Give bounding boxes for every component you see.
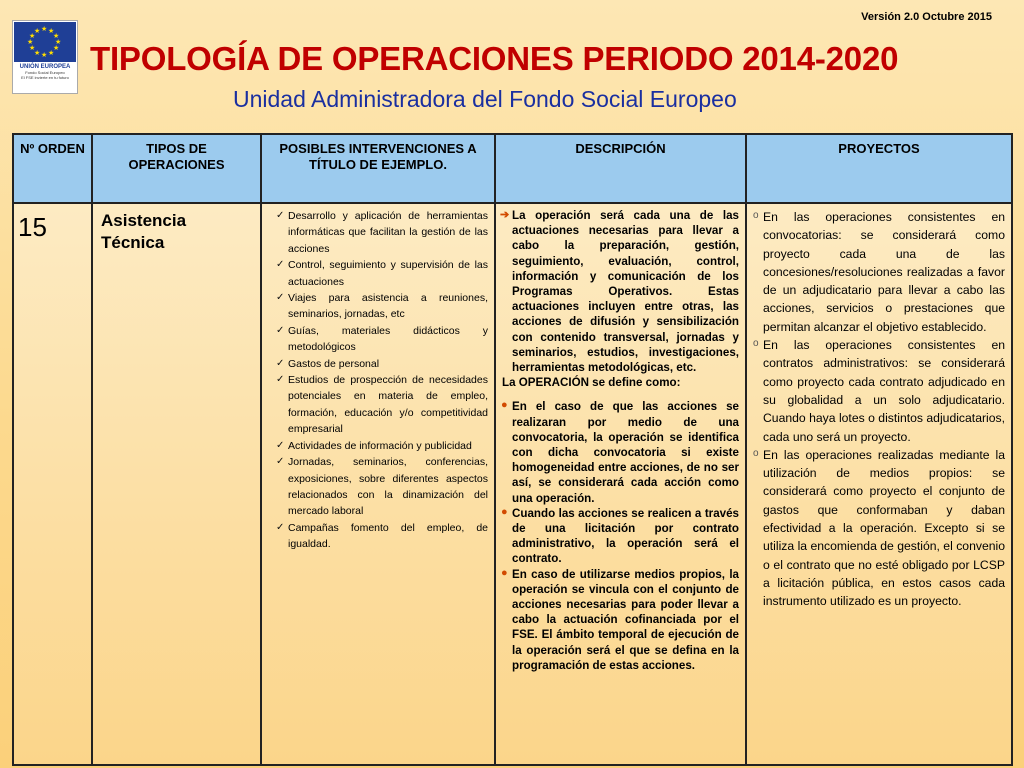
operations-table bbox=[12, 133, 1013, 766]
list-item: ✓ Jornadas, seminarios, conferencias, exposiciones, sobre diferentes aspectos relacionados con la dinamización del mercado laboral bbox=[276, 456, 488, 518]
logo-line1: Fondo Social Europeo bbox=[25, 70, 65, 75]
col-header-tipos: TIPOS DE OPERACIONES bbox=[92, 134, 261, 203]
col-header-descripcion: DESCRIPCIÓN bbox=[495, 134, 746, 203]
checkmark-icon: ✓ bbox=[276, 259, 285, 271]
list-item: o En las operaciones realizadas mediante la utilización de medios propios: se considerará como proyecto el conjunto de gastos que conformaban y daban efectividad a la operación. Excepto si se utiliza la encomienda de gestión, el convenio o el contrato que no esté obligado por LCSP a licitación pública, en estos casos cada instrumento utilizado es un proyecto. bbox=[753, 446, 1005, 611]
cell-intervenciones bbox=[261, 203, 495, 765]
col-header-orden: Nº ORDEN bbox=[13, 134, 92, 203]
col-header-proyectos: PROYECTOS bbox=[746, 134, 1012, 203]
descripcion-bullets bbox=[502, 399, 739, 673]
descripcion-define: La OPERACIÓN se define como: bbox=[502, 376, 681, 390]
checkmark-icon: ✓ bbox=[276, 292, 285, 304]
checkmark-icon: ✓ bbox=[276, 374, 285, 386]
list-item: ✓ Gastos de personal bbox=[278, 356, 488, 372]
checkmark-icon: ✓ bbox=[276, 439, 285, 451]
list-item: ✓ Campañas fomento del empleo, de igualdad. bbox=[276, 521, 488, 551]
list-item: ● Cuando las acciones se realicen a través de una licitación por contrato administrativo, la operación será el contrato. bbox=[501, 505, 739, 566]
list-item: ✓ Guías, materiales didácticos y metodológicos bbox=[276, 324, 488, 354]
list-item: ✓ Desarrollo y aplicación de herramientas informáticas que facilitan la gestión de las acciones bbox=[276, 210, 488, 255]
list-item: ✓ Actividades de información y publicidad bbox=[278, 438, 488, 454]
list-item: ● En el caso de que las acciones se realizaran por medio de una convocatoria, la operación se identifica con dicha convocatoria si existe homogeneidad entre acciones, de no ser así, se considerará cada acción como una operación. bbox=[501, 399, 739, 505]
bullet-icon: ● bbox=[501, 505, 508, 518]
cell-descripcion bbox=[495, 203, 746, 765]
list-item: ✓ Estudios de prospección de necesidades potenciales en materia de empleo, formación, educación y/o competitividad empresarial bbox=[276, 374, 488, 436]
col-header-intervenciones: POSIBLES INTERVENCIONES A TÍTULO DE EJEMPLO. bbox=[261, 134, 495, 203]
page-subtitle: Unidad Administradora del Fondo Social Europeo bbox=[233, 86, 737, 112]
page-title: TIPOLOGÍA DE OPERACIONES PERIODO 2014-2020 bbox=[90, 40, 899, 77]
checkmark-icon: ✓ bbox=[276, 521, 285, 533]
bullet-icon: ● bbox=[501, 399, 508, 412]
version-label: Versión 2.0 Octubre 2015 bbox=[861, 11, 992, 23]
circle-bullet-icon: o bbox=[753, 210, 759, 221]
checkmark-icon: ✓ bbox=[276, 210, 285, 221]
checkmark-icon: ✓ bbox=[276, 324, 285, 336]
list-item: ✓ Control, seguimiento y supervisión de las actuaciones bbox=[276, 259, 488, 288]
table-row bbox=[13, 203, 1012, 765]
bullet-icon: ● bbox=[501, 566, 508, 579]
list-item: o En las operaciones consistentes en contratos administrativos: se considerará como proyecto cada contrato adjudicado en su globalidad a un solo adjudicatario. Cuando haya lotes o distintos adjudicatarios, cada uno será un proyecto. bbox=[753, 336, 1005, 446]
eu-logo bbox=[12, 20, 78, 94]
logo-name: UNIÓN EUROPEA bbox=[19, 64, 71, 70]
list-item: ✓ Viajes para asistencia a reuniones, seminarios, jornadas, etc bbox=[276, 292, 488, 321]
circle-bullet-icon: o bbox=[753, 447, 759, 459]
logo-line2: El FSE invierte en tu futuro bbox=[21, 75, 69, 80]
arrow-right-icon: ➔ bbox=[500, 209, 510, 221]
circle-bullet-icon: o bbox=[753, 338, 759, 350]
list-item: o En las operaciones consistentes en convocatorias: se considerará como proyecto cada una de las concesiones/resoluciones realizadas a favor de un adjudicatario para llevar a cabo las acciones, servicios o prestaciones que permitan alcanzar el objetivo establecido. bbox=[753, 208, 1005, 336]
cell-proyectos bbox=[746, 203, 1012, 765]
checkmark-icon: ✓ bbox=[276, 456, 285, 468]
eu-flag-icon: ★ ★ ★ ★ ★ ★ ★ ★ ★ ★ ★ ★ bbox=[14, 22, 76, 62]
table-header-row bbox=[13, 134, 1012, 203]
cell-tipo: Asistencia Técnica bbox=[92, 203, 261, 765]
cell-orden: 15 bbox=[13, 203, 92, 765]
checkmark-icon: ✓ bbox=[276, 357, 285, 369]
descripcion-intro: ➔ La operación será cada una de las actuaciones necesarias para llevar a cabo la preparación, gestión, seguimiento, evaluación, control, información y comunicación de los Programas Operativos. Estas actuaciones incluyen entre otras, las acciones de difusión y sensibilización con contenido transversal, jornadas y seminarios, estudios, investigaciones, herramientas metodológicas, etc. bbox=[500, 209, 739, 375]
intervenciones-list bbox=[268, 208, 488, 553]
proyectos-list bbox=[753, 208, 1005, 611]
list-item: ● En caso de utilizarse medios propios, la operación se vincula con el conjunto de acciones necesarias para poder llevar a cabo la actuación cofinanciada por el FSE. El ámbito temporal de ejecución de la operación será el que se defina en la programación de estas acciones. bbox=[501, 566, 739, 672]
